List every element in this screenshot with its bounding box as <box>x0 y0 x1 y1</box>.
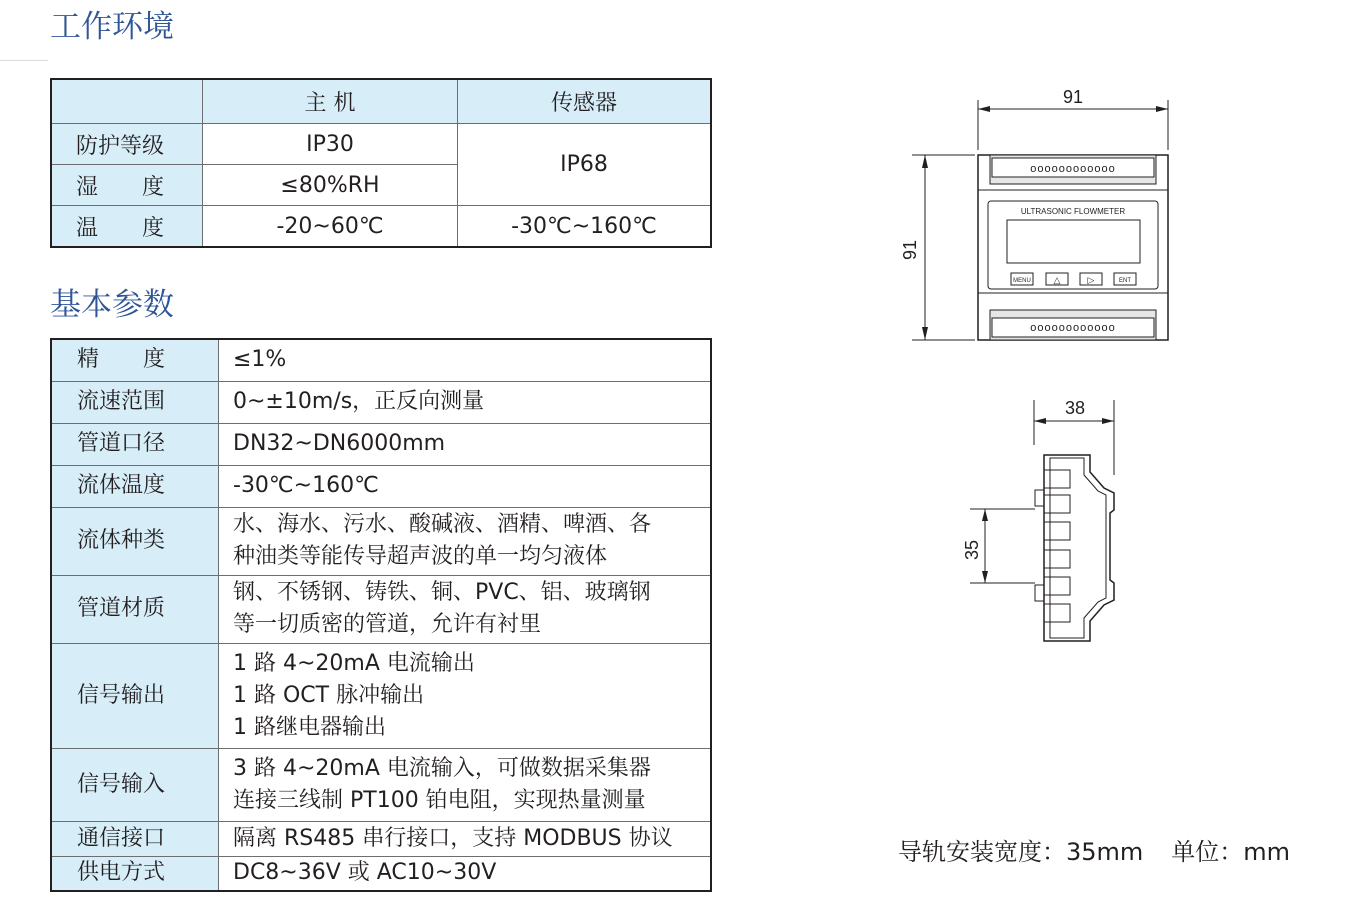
rail-width-note: 导轨安装宽度：35mm <box>898 838 1144 866</box>
top-terminals: oooooooooooo <box>1030 163 1116 175</box>
side-slot <box>1044 550 1070 568</box>
param-label: 信号输入 <box>51 748 219 821</box>
dim-arrow <box>922 327 928 340</box>
table-row <box>51 643 711 748</box>
param-value-line: 种油类等能传导超声波的单一均匀液体 <box>233 544 608 569</box>
side-slot <box>1044 577 1070 595</box>
dim-arrow <box>982 571 988 583</box>
param-label: 管道口径 <box>51 423 219 465</box>
side-slot <box>1044 522 1070 540</box>
param-value <box>219 507 712 575</box>
param-value <box>219 748 712 821</box>
table-row <box>51 856 711 891</box>
param-label: 管道材质 <box>51 575 219 643</box>
side-profile <box>1044 455 1114 641</box>
up-button-label: △ <box>1053 275 1061 285</box>
rail-dimension-label: 35 <box>962 539 982 561</box>
header-host: 主 机 <box>203 79 458 124</box>
device-dimension-drawing <box>880 80 1330 660</box>
unit-note: 单位：mm <box>1171 838 1291 866</box>
table-row <box>51 339 711 381</box>
row-label-protection: 防护等级 <box>51 124 203 165</box>
param-label: 精 度 <box>51 339 219 381</box>
right-button-label: ▷ <box>1087 275 1095 285</box>
dim-arrow <box>1156 106 1168 112</box>
param-value-line: ≤1% <box>233 347 287 373</box>
table-row <box>51 206 711 248</box>
dim-arrow <box>978 106 990 112</box>
param-value-line: 水、海水、污水、酸碱液、酒精、啤酒、各 <box>233 512 652 537</box>
width-dimension-label: 91 <box>1062 87 1084 107</box>
side-slot <box>1044 470 1070 488</box>
side-slot <box>1044 604 1070 622</box>
param-value-line: 等一切质密的管道，允许有衬里 <box>233 612 542 637</box>
cell-sensor-temperature: -30℃~160℃ <box>458 206 712 248</box>
table-row <box>51 381 711 423</box>
param-value-line: 1 路继电器输出 <box>233 714 386 740</box>
menu-button-label: MENU <box>1013 278 1031 284</box>
param-value-line: 1 路 OCT 脉冲输出 <box>233 682 425 708</box>
param-value <box>219 381 712 423</box>
dim-arrow <box>922 155 928 168</box>
param-value-line: 连接三线制 PT100 铂电阻，实现热量测量 <box>233 787 646 813</box>
bottom-terminals: oooooooooooo <box>1030 322 1116 334</box>
table-row <box>51 821 711 856</box>
param-label: 通信接口 <box>51 821 219 856</box>
param-value <box>219 339 712 381</box>
param-value-line: DN32~DN6000mm <box>233 431 446 456</box>
param-label: 供电方式 <box>51 856 219 891</box>
device-label: ULTRASONIC FLOWMETER <box>1020 207 1126 216</box>
side-slot <box>1044 495 1070 513</box>
rail-clip <box>1035 585 1044 601</box>
table-header-row <box>51 79 711 124</box>
dim-arrow <box>1034 418 1046 424</box>
param-label: 流体种类 <box>51 507 219 575</box>
title-divider <box>0 60 48 61</box>
parameters-table <box>50 338 712 892</box>
param-value-line: 钢、不锈钢、铸铁、铜、PVC、铝、玻璃钢 <box>233 580 651 605</box>
height-dimension-label: 91 <box>900 239 920 261</box>
table-row <box>51 465 711 507</box>
environment-table <box>50 78 712 248</box>
param-value <box>219 643 712 748</box>
param-value <box>219 575 712 643</box>
environment-section-title: 工作环境 <box>50 9 174 45</box>
param-value-line: 1 路 4~20mA 电流输出 <box>233 650 475 676</box>
table-row <box>51 748 711 821</box>
param-value-line: 隔离 RS485 串行接口，支持 MODBUS 协议 <box>233 825 673 851</box>
param-value <box>219 856 712 891</box>
side-profile-inner <box>1050 458 1106 638</box>
depth-dimension-label: 38 <box>1064 398 1086 418</box>
table-row <box>51 124 711 165</box>
param-label: 信号输出 <box>51 643 219 748</box>
rail-clip <box>1035 490 1044 506</box>
param-value <box>219 465 712 507</box>
header-sensor: 传感器 <box>458 79 712 124</box>
param-value-line: -30℃~160℃ <box>233 473 379 498</box>
param-value-line: DC8~36V 或 AC10~30V <box>233 860 497 886</box>
table-row <box>51 507 711 575</box>
footer-note <box>898 832 1318 867</box>
parameters-section-title: 基本参数 <box>50 287 174 323</box>
cell-host-temperature: -20~60℃ <box>203 206 458 248</box>
lcd-screen <box>1007 220 1140 263</box>
table-row <box>51 575 711 643</box>
cell-host-protection: IP30 <box>203 124 458 165</box>
cell-sensor-protection: IP68 <box>458 124 712 206</box>
header-empty <box>51 79 203 124</box>
param-value <box>219 821 712 856</box>
table-row <box>51 423 711 465</box>
cell-host-humidity: ≤80%RH <box>203 165 458 206</box>
row-label-humidity: 湿 度 <box>51 165 203 206</box>
param-label: 流速范围 <box>51 381 219 423</box>
param-label: 流体温度 <box>51 465 219 507</box>
row-label-temperature: 温 度 <box>51 206 203 248</box>
param-value-line: 0~±10m/s，正反向测量 <box>233 389 485 414</box>
dim-arrow <box>982 509 988 521</box>
enter-button-label: ENT <box>1119 278 1131 284</box>
param-value-line: 3 路 4~20mA 电流输入，可做数据采集器 <box>233 755 651 781</box>
param-value <box>219 423 712 465</box>
dim-arrow <box>1102 418 1114 424</box>
